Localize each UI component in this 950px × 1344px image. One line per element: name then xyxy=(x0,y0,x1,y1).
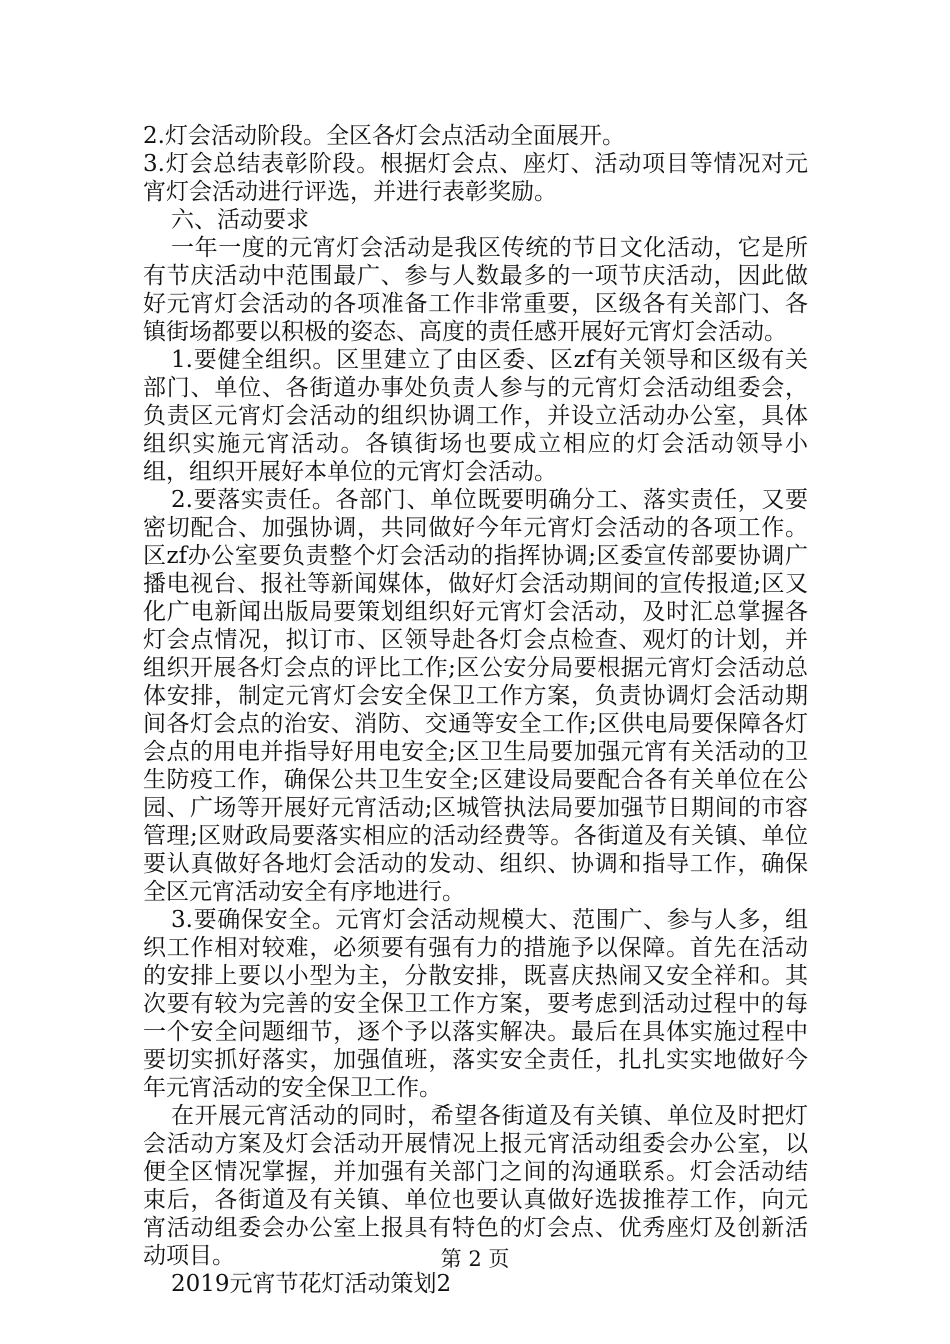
paragraph-intro: 一年一度的元宵灯会活动是我区传统的节日文化活动，它是所有节庆活动中范围最广、参与人数最多的一项节庆活动，因此做好元宵灯会活动的各项准备工作非常重要，区级各有关部门、各镇街场都要以积极的姿态、高度的责任感开展好元宵灯会活动。 xyxy=(143,235,808,345)
paragraph-next-title: 2019元宵节花灯活动策划2 xyxy=(171,1271,452,1297)
paragraph-stage-3: 3.灯会总结表彰阶段。根据灯会点、座灯、活动项目等情况对元宵灯会活动进行评选，并进行表彰奖励。 xyxy=(143,151,808,205)
page-number: 第 2 页 xyxy=(440,1247,510,1271)
paragraph-organization: 1.要健全组织。区里建立了由区委、区zf有关领导和区级有关部门、单位、各街道办事处负责人参与的元宵灯会活动组委会，负责区元宵灯会活动的组织协调工作，并设立活动办公室，具体组织实施元宵活动。各镇街场也要成立相应的灯会活动领导小组，组织开展好本单位的元宵灯会活动。 xyxy=(143,347,808,485)
document-body xyxy=(143,122,808,1298)
paragraph-responsibility: 2.要落实责任。各部门、单位既要明确分工、落实责任，又要密切配合、加强协调，共同做好今年元宵灯会活动的各项工作。区zf办公室要负责整个灯会活动的指挥协调;区委宣传部要协调广播电视台、报社等新闻媒体，做好灯会活动期间的宣传报道;区又化广电新闻出版局要策划组织好元宵灯会活动，及时汇总掌握各灯会点情况，拟订市、区领导赴各灯会点检查、观灯的计划，并组织开展各灯会点的评比工作;区公安分局要根据元宵灯会活动总体安排，制定元宵灯会安全保卫工作方案，负责协调灯会活动期间各灯会点的治安、消防、交通等安全工作;区供电局要保障各灯会点的用电并指导好用电安全;区卫生局要加强元宵有关活动的卫生防疫工作，确保公共卫生安全;区建设局要配合各有关单位在公园、广场等开展好元宵活动;区城管执法局要加强节日期间的市容管理;区财政局要落实相应的活动经费等。各街道及有关镇、单位要认真做好各地灯会活动的发动、组织、协调和指导工作，确保全区元宵活动安全有序地进行。 xyxy=(143,487,808,905)
section-heading-requirements: 六、活动要求 xyxy=(171,207,309,233)
paragraph-stage-2: 2.灯会活动阶段。全区各灯会点活动全面展开。 xyxy=(143,123,625,149)
paragraph-safety: 3.要确保安全。元宵灯会活动规模大、范围广、参与人多，组织工作相对较难，必须要有强有力的措施予以保障。首先在活动的安排上要以小型为主，分散安排，既喜庆热闹又安全祥和。其次要有较为完善的安全保卫工作方案，要考虑到活动过程中的每一个安全问题细节，逐个予以落实解决。最后在具体实施过程中要切实抓好落实，加强值班，落实安全责任，扎扎实实地做好今年元宵活动的安全保卫工作。 xyxy=(143,907,808,1101)
paragraph-reporting: 在开展元宵活动的同时，希望各街道及有关镇、单位及时把灯会活动方案及灯会活动开展情况上报元宵活动组委会办公室，以便全区情况掌握，并加强有关部门之间的沟通联系。灯会活动结束后，各街道及有关镇、单位也要认真做好选拔推荐工作，向元宵活动组委会办公室上报具有特色的灯会点、优秀座灯及创新活动项目。 xyxy=(143,1103,808,1269)
